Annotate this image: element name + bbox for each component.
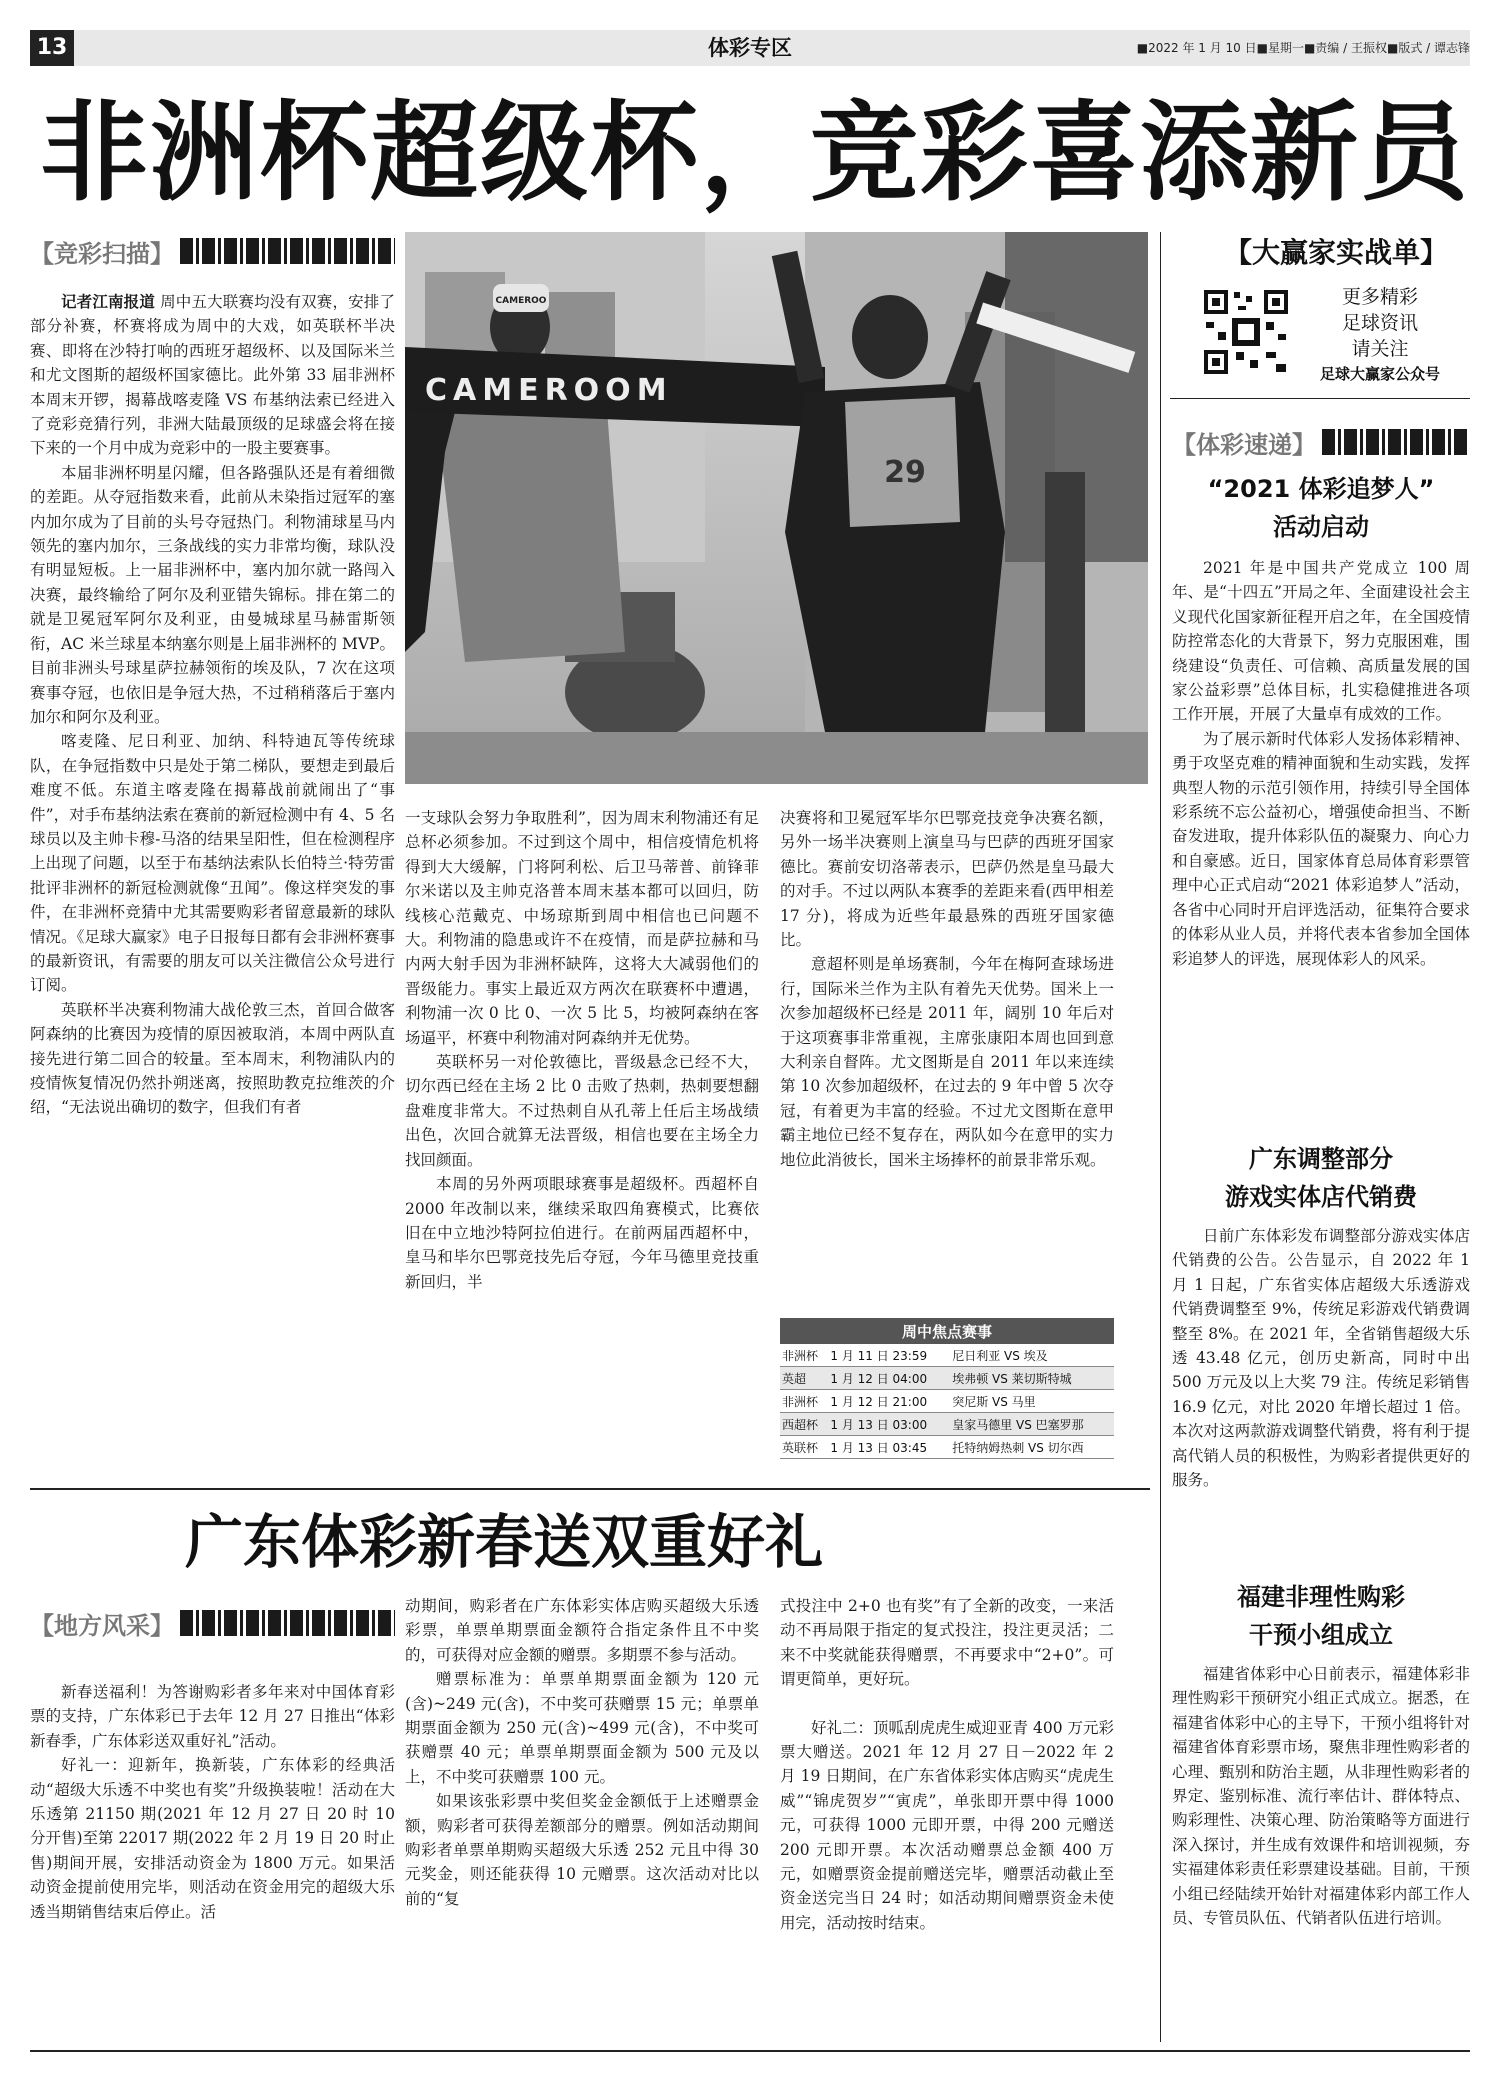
- match-cell: 尼日利亚 VS 埃及: [950, 1344, 1114, 1367]
- paragraph: 喀麦隆、尼日利亚、加纳、科特迪瓦等传统球队，在争冠指数中只是处于第二梯队，要想走到最后难度不低。东道主喀麦隆在揭幕战前就闹出了“事件”，对手布基纳法索在赛前的新冠检测中有 4、5 名球员以及主帅卡穆-马洛的结果呈阳性，但在检测程序上出现了问题，以至于布基纳法索队长伯特兰·特劳雷批评非洲杯的新冠检测就像“丑闻”。像这样突发的事件，在非洲杯竞猜中尤其需要购彩者留意最新的球队情况。《足球大赢家》电子日报每日都有会非洲杯赛事的最新资讯，有需要的朋友可以关注微信公众号进行订阅。: [30, 732, 395, 995]
- qr-line: 足球资讯: [1341, 312, 1418, 334]
- decorative-bars: [180, 238, 395, 264]
- column-divider: [1160, 232, 1161, 2042]
- story-title-line: 干预小组成立: [1249, 1621, 1393, 1649]
- story3-body: [1172, 1662, 1470, 2042]
- paragraph: 为了展示新时代体彩人发扬体彩精神、勇于攻坚克难的精神面貌和生动实践，发挥典型人物的示范引领作用，持续引导全国体彩系统不忘公益初心，增强使命担当、不断奋发进取，提升体彩队伍的凝聚力、向心力和自豪感。近日，国家体育总局体育彩票管理中心正式启动“2021 体彩追梦人”活动，各省中心同时开启评选活动，征集符合要求的体彩从业人员，并将代表本省参加全国体彩追梦人的评选，展现体彩人的风采。: [1172, 729, 1470, 968]
- edition-info: ■2022 年 1 月 10 日■星期一■责编 / 王振权■版式 / 谭志锋: [1136, 41, 1470, 55]
- bib-number: 29: [884, 455, 926, 490]
- section-label-text: 【地方风采】: [30, 1611, 174, 1640]
- paragraph-text: 周中五大联赛均没有双赛，安排了部分补赛，杯赛将成为周中的大戏，如英联杯半决赛、即将在沙特打响的西班牙超级杯、以及国际米兰和尤文图斯的超级杯国家德比。此外第 33 届非洲杯本周末开锣，揭幕战喀麦隆 VS 布基纳法索已经进入了竞彩竞猜行列，非洲大陆最顶级的足球盛会将在接下来的一个月中成为竞彩中的一股主要赛事。: [30, 293, 395, 458]
- league-cell: 英超: [780, 1367, 828, 1390]
- paragraph: 福建省体彩中心日前表示，福建体彩非理性购彩干预研究小组正式成立。据悉，在福建省体彩中心的主导下，干预小组将针对福建省体育彩票市场，聚焦非理性购彩者的心理、甄别和防治主题，从非理性购彩者的界定、鉴别标准、流行率估计、群体特点、购彩理性、决策心理、防治策略等方面进行深入探讨，并生成有效课件和培训视频，夯实福建体彩责任彩票建设基础。目前，干预小组已经陆续开始针对福建体彩内部工作人员、专管员队伍、代销者队伍进行培训。: [1172, 1665, 1470, 1928]
- paragraph: 赠票标准为：单票单期票面金额为 120 元(含)~249 元(含)，不中奖可获赠票 15 元；单票单期票面金额为 250 元(含)~499 元(含)，不中奖可获赠票 40 元；单票单期票面金额为 500 元及以上，不中奖可获赠票 100 元。: [405, 1670, 759, 1786]
- story2-title: [1172, 1140, 1470, 1216]
- qr-line: 更多精彩: [1341, 286, 1418, 308]
- story2-body: [1172, 1224, 1470, 1570]
- section-label-text: 【体彩速递】: [1172, 430, 1316, 459]
- league-cell: 非洲杯: [780, 1344, 828, 1367]
- table-header-row: [780, 1318, 1114, 1344]
- table-row: [780, 1390, 1114, 1413]
- table-row: [780, 1436, 1114, 1459]
- story-title-line: 游戏实体店代销费: [1225, 1183, 1417, 1211]
- second-article-col2: [405, 1594, 759, 2034]
- paragraph: 英联杯另一对伦敦德比，晋级悬念已经不大，切尔西已经在主场 2 比 0 击败了热刺，热刺要想翻盘难度非常大。不过热刺自从孔蒂上任后主场战绩出色，次回合就算无法晋级，相信也要在主场全力找回颜面。: [405, 1053, 759, 1169]
- second-article-col1: [30, 1680, 395, 2030]
- qr-line: 请关注: [1351, 338, 1409, 360]
- match-cell: 托特纳姆热刺 VS 切尔西: [950, 1436, 1114, 1459]
- paragraph: 一支球队会努力争取胜利”，因为周末利物浦还有足总杯必须参加。不过到这个周中，相信疫情危机将得到大大缓解，门将阿利松、后卫马蒂普、前锋菲尔米诺以及主帅克洛普本周末基本都可以回归，防线核心范戴克、中场琼斯到周中相信也已问题不大。利物浦的隐患或许不在疫情，而是萨拉赫和马内两大射手因为非洲杯缺阵，这将大大减弱他们的晋级能力。事实上最近双方两次在联赛杯中遭遇，利物浦一次 0 比 0、一次 5 比 5，均被阿森纳在客场逼平，杯赛中利物浦对阿森纳并无优势。: [405, 809, 759, 1047]
- story3-title: [1172, 1578, 1470, 1654]
- paragraph: 本周的另外两项眼球赛事是超级杯。西超杯自 2000 年改制以来，继续采取四角赛模式，比赛依旧在中立地沙特阿拉伯进行。在前两届西超杯中，皇马和毕尔巴鄂竞技先后夺冠，今年马德里竞技重新回归，半: [405, 1175, 759, 1291]
- paragraph: 决赛将和卫冕冠军毕尔巴鄂竞技竞争决赛名额，另外一场半决赛则上演皇马与巴萨的西班牙国家德比。赛前安切洛蒂表示，巴萨仍然是皇马最大的对手。不过以两队本赛季的差距来看(西甲相差 17 分)，将成为近些年最悬殊的西班牙国家德比。: [780, 809, 1114, 950]
- paragraph: 2021 年是中国共产党成立 100 周年、是“十四五”开局之年、全面建设社会主义现代化国家新征程开启之年，在全国疫情防控常态化的大背景下，努力克服困难，围绕建设“负责任、可信赖、高质量发展的国家公益彩票”总体目标，扎实稳健推进各项工作开展，开展了大量卓有成效的工作。: [1172, 559, 1470, 724]
- paragraph: 式投注中 2+0 也有奖”有了全新的改变，一来活动不再局限于指定的复式投注，投注更灵活；二来不中奖就能获得赠票，不再要求中“2+0”。可谓更简单，更好玩。: [780, 1597, 1114, 1689]
- table-row: [780, 1367, 1114, 1390]
- second-article-col3: [780, 1594, 1114, 2034]
- table-row: [780, 1344, 1114, 1367]
- article-divider: [30, 1488, 1150, 1490]
- time-cell: 1 月 13 日 03:45: [828, 1436, 950, 1459]
- story-title-line: 活动启动: [1273, 513, 1369, 541]
- section-label-text: 【竞彩扫描】: [30, 239, 174, 268]
- paragraph: 动期间，购彩者在广东体彩实体店购买超级大乐透彩票，单票单期票面金额符合指定条件且不中奖的，可获得对应金额的赠票。多期票不参与活动。: [405, 1597, 759, 1664]
- paragraph: 如果该张彩票中奖但奖金金额低于上述赠票金额，购彩者可获得差额部分的赠票。例如活动期间购彩者单票单期购买超级大乐透 252 元且中得 30 元奖金，则还能获得 10 元赠票。这次活动对比以前的“复: [405, 1792, 759, 1908]
- decorative-bars: [180, 1610, 395, 1636]
- qr-code-icon: [1202, 288, 1290, 376]
- match-cell: 皇家马德里 VS 巴塞罗那: [950, 1413, 1114, 1436]
- section-label-difang: [30, 1606, 395, 1640]
- bottom-rule: [30, 2050, 1470, 2052]
- time-cell: 1 月 12 日 04:00: [828, 1367, 950, 1390]
- story1-body: [1172, 556, 1470, 1136]
- main-article-col1: [30, 290, 395, 1472]
- section-label-jingcai: [30, 234, 395, 268]
- match-cell: 埃弗顿 VS 莱切斯特城: [950, 1367, 1114, 1390]
- time-cell: 1 月 13 日 03:00: [828, 1413, 950, 1436]
- paragraph: 意超杯则是单场赛制，今年在梅阿查球场进行，国际米兰作为主队有着先天优势。国米上一次参加超级杯已经是 2011 年，阔别 10 年后对于这项赛事非常重视，主席张康阳本周也回到意大利亲自督阵。尤文图斯是自 2011 年以来连续第 10 次参加超级杯，在过去的 9 年中曾 5 次夺冠，有着更为丰富的经验。不过尤文图斯在意甲霸主地位已经不复存在，两队如今在意甲的实力地位此消彼长，国米主场捧杯的前景非常乐观。: [780, 955, 1114, 1169]
- main-article-col2: [405, 806, 759, 1476]
- byline: 记者江南报道: [61, 292, 156, 311]
- time-cell: 1 月 12 日 21:00: [828, 1390, 950, 1413]
- section-label-ticai: [1172, 425, 1470, 459]
- focus-matches-table: [780, 1318, 1114, 1459]
- paragraph: 好礼一：迎新年，换新装，广东体彩的经典活动“超级大乐透不中奖也有奖”升级换装啦！活动在大乐透第 21150 期(2021 年 12 月 27 日 20 时 10 分开售)至第 22017 期(2022 年 2 月 19 日 20 时止售)期间开展，安排活动资金为 1800 万元。如果活动资金提前使用完毕，则活动在资金用完的超级大乐透当期销售结束后停止。活: [30, 1756, 395, 1921]
- cap-text: CAMEROO: [495, 296, 547, 306]
- story1-title: [1172, 470, 1470, 546]
- second-headline: 广东体彩新春送双重好礼: [185, 1508, 824, 1576]
- league-cell: 西超杯: [780, 1413, 828, 1436]
- league-cell: 非洲杯: [780, 1390, 828, 1413]
- qr-text-block: [1300, 284, 1460, 386]
- main-headline: 非洲杯超级杯，竞彩喜添新员: [40, 91, 1471, 216]
- qr-account-name: 足球大赢家公众号: [1319, 365, 1440, 383]
- section-name: 体彩专区: [708, 36, 792, 60]
- story-title-line: 福建非理性购彩: [1237, 1583, 1405, 1611]
- paragraph: 英联杯半决赛利物浦大战伦敦三杰，首回合做客阿森纳的比赛因为疫情的原因被取消，本周中两队直接先进行第二回合的较量。至本周末，利物浦队内的疫情恢复情况仍然扑朔迷离，按照助教克拉维茨的介绍，“无法说出确切的数字，但我们有者: [30, 1000, 395, 1117]
- match-cell: 突尼斯 VS 马里: [950, 1390, 1114, 1413]
- qr-block-label: 【大赢家实战单】: [1223, 236, 1448, 269]
- time-cell: 1 月 11 日 23:59: [828, 1344, 950, 1367]
- decorative-bars: [1322, 429, 1470, 455]
- paragraph: 本届非洲杯明星闪耀，但各路强队还是有着细微的差距。从夺冠指数来看，此前从未染指过冠军的塞内加尔成为了目前的头号夺冠热门。利物浦球星马内领先的塞内加尔，三条战线的实力非常均衡，球队没有明显短板。上一届非洲杯中，塞内加尔就一路闯入决赛，最终输给了阿尔及利亚错失锦标。排在第二的就是卫冕冠军阿尔及利亚，由曼城球星马赫雷斯领衔，AC 米兰球星本纳塞尔则是上届非洲杯的 MVP。目前非洲头号球星萨拉赫领衔的埃及队，7 次在这项赛事夺冠，也依旧是争冠大热，不过稍稍落后于塞内加尔和阿尔及利亚。: [30, 463, 395, 726]
- paragraph: 好礼二：顶呱刮虎虎生威迎亚青 400 万元彩票大赠送。2021 年 12 月 27 日－2022 年 2 月 19 日期间，在广东省体彩实体店购买“虎虎生威”“锦虎贺岁”“寅虎”，单张即开票中得 1000 元，可获得 1000 元即开票，中得 200 元赠送 200 元即开票。本次活动赠票总金额 400 万元，如赠票资金提前赠送完毕，赠票活动截止至资金送完当日 24 时；如活动期间赠票资金未使用完，活动按时结束。: [780, 1718, 1114, 1932]
- story-title-line: “2021 体彩追梦人”: [1207, 475, 1435, 503]
- paragraph: 新春送福利！为答谢购彩者多年来对中国体育彩票的支持，广东体彩已于去年 12 月 27 日推出“体彩新春季，广东体彩送双重好礼”活动。: [30, 1683, 395, 1750]
- paragraph: 日前广东体彩发布调整部分游戏实体店代销费的公告。公告显示，自 2022 年 1 月 1 日起，广东省实体店超级大乐透游戏代销费调整至 9%，传统足彩游戏代销费调整至 8%。在 2021 年，全省销售超级大乐透 43.48 亿元，创历史新高，同时中出 500 万元及以上大奖 79 注。传统足彩销售 16.9 亿元，对比 2020 年增长超过 1 倍。本次对这两款游戏调整代销费，将有利于提高代销人员的积极性，为购彩者提供更好的服务。: [1172, 1227, 1470, 1490]
- sidebar-divider: [1170, 398, 1470, 399]
- table-row: [780, 1413, 1114, 1436]
- story-title-line: 广东调整部分: [1249, 1145, 1393, 1173]
- table-title: 周中焦点赛事: [780, 1318, 1114, 1344]
- news-photo: [405, 232, 1148, 784]
- banner-text: CAMEROOM: [425, 373, 673, 408]
- league-cell: 英联杯: [780, 1436, 828, 1459]
- photo-illustration: [405, 232, 1148, 784]
- main-article-col3: [780, 806, 1114, 1308]
- page-number: 13: [30, 30, 74, 66]
- paragraph: [30, 290, 395, 461]
